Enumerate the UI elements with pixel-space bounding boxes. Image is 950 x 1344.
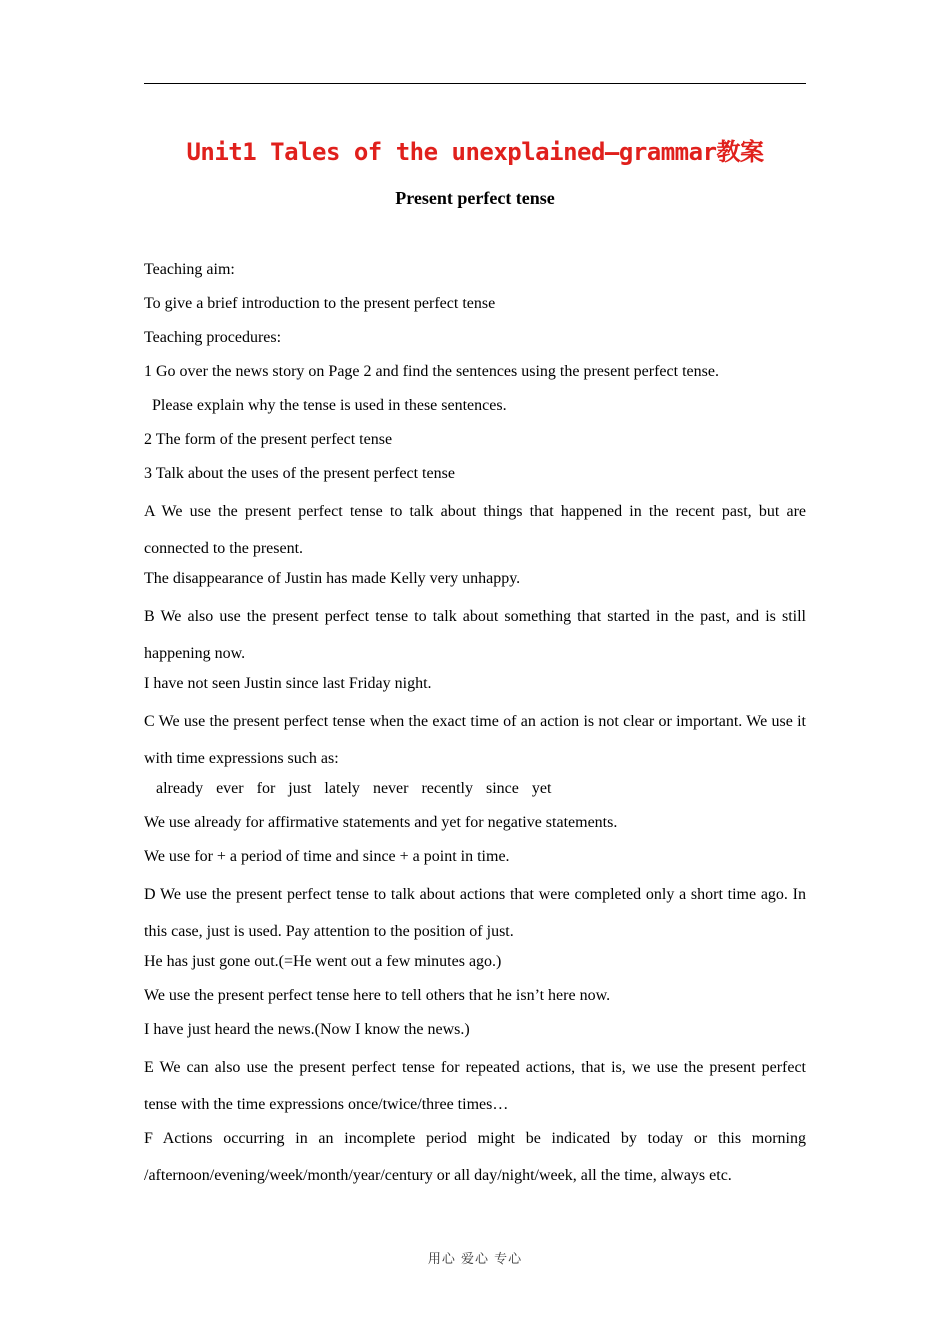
use-f: F Actions occurring in an incomplete period might be indicated by today or this morning /afternoon/evening/week/month/year/century or all day/night/week, all the time, always etc. — [144, 1130, 806, 1184]
use-b: B We also use the present perfect tense to talk about something that started in the past, and is still happening now. — [144, 608, 806, 662]
step-3: 3 Talk about the uses of the present perfect tense — [144, 465, 455, 482]
time-word: lately — [324, 780, 360, 797]
time-expressions-list — [144, 774, 806, 808]
note-for-since: We use for + a period of time and since + a point in time. — [144, 848, 510, 865]
procedures-label: Teaching procedures: — [144, 329, 282, 346]
step-1: 1 Go over the news story on Page 2 and find the sentences using the present perfect tense. — [144, 363, 719, 380]
example-b: I have not seen Justin since last Friday night. — [144, 675, 432, 692]
use-e: E We can also use the present perfect tense for repeated actions, that is, we use the present perfect tense with the time expressions once/twice/three times… — [144, 1059, 806, 1113]
time-word: yet — [531, 780, 552, 797]
note-already-yet: We use already for affirmative statements and yet for negative statements. — [144, 814, 618, 831]
example-d1: He has just gone out.(=He went out a few minutes ago.) — [144, 953, 502, 970]
time-word: never — [372, 780, 409, 797]
use-a: A We use the present perfect tense to talk about things that happened in the recent past, but are connected to the present. — [144, 503, 806, 557]
use-c: C We use the present perfect tense when the exact time of an action is not clear or important. We use it with time expressions such as: — [144, 713, 806, 767]
header-rule — [144, 83, 806, 84]
time-word: just — [288, 780, 312, 797]
teaching-aim-text: To give a brief introduction to the present perfect tense — [144, 295, 496, 312]
time-word: for — [256, 780, 276, 797]
step-2: 2 The form of the present perfect tense — [144, 431, 393, 448]
time-word: already — [156, 780, 204, 797]
page-footer: 用心 爱心 专心 — [427, 1252, 523, 1267]
time-word: ever — [216, 780, 244, 797]
document-title: Unit1 Tales of the unexplained—grammar教案 — [186, 138, 764, 166]
example-a: The disappearance of Justin has made Kelly very unhappy. — [144, 570, 521, 587]
example-d1-note: We use the present perfect tense here to tell others that he isn’t here now. — [144, 987, 611, 1004]
use-d: D We use the present perfect tense to talk about actions that were completed only a short time ago. In this case, just is used. Pay attention to the position of just. — [144, 886, 806, 940]
time-word: since — [486, 780, 519, 797]
step-1-note: Please explain why the tense is used in these sentences. — [152, 397, 507, 414]
document-subtitle: Present perfect tense — [395, 188, 555, 208]
time-word: recently — [421, 780, 473, 797]
example-d2: I have just heard the news.(Now I know the news.) — [144, 1021, 470, 1038]
document-body — [144, 255, 806, 1191]
teaching-aim-label: Teaching aim: — [144, 261, 235, 278]
